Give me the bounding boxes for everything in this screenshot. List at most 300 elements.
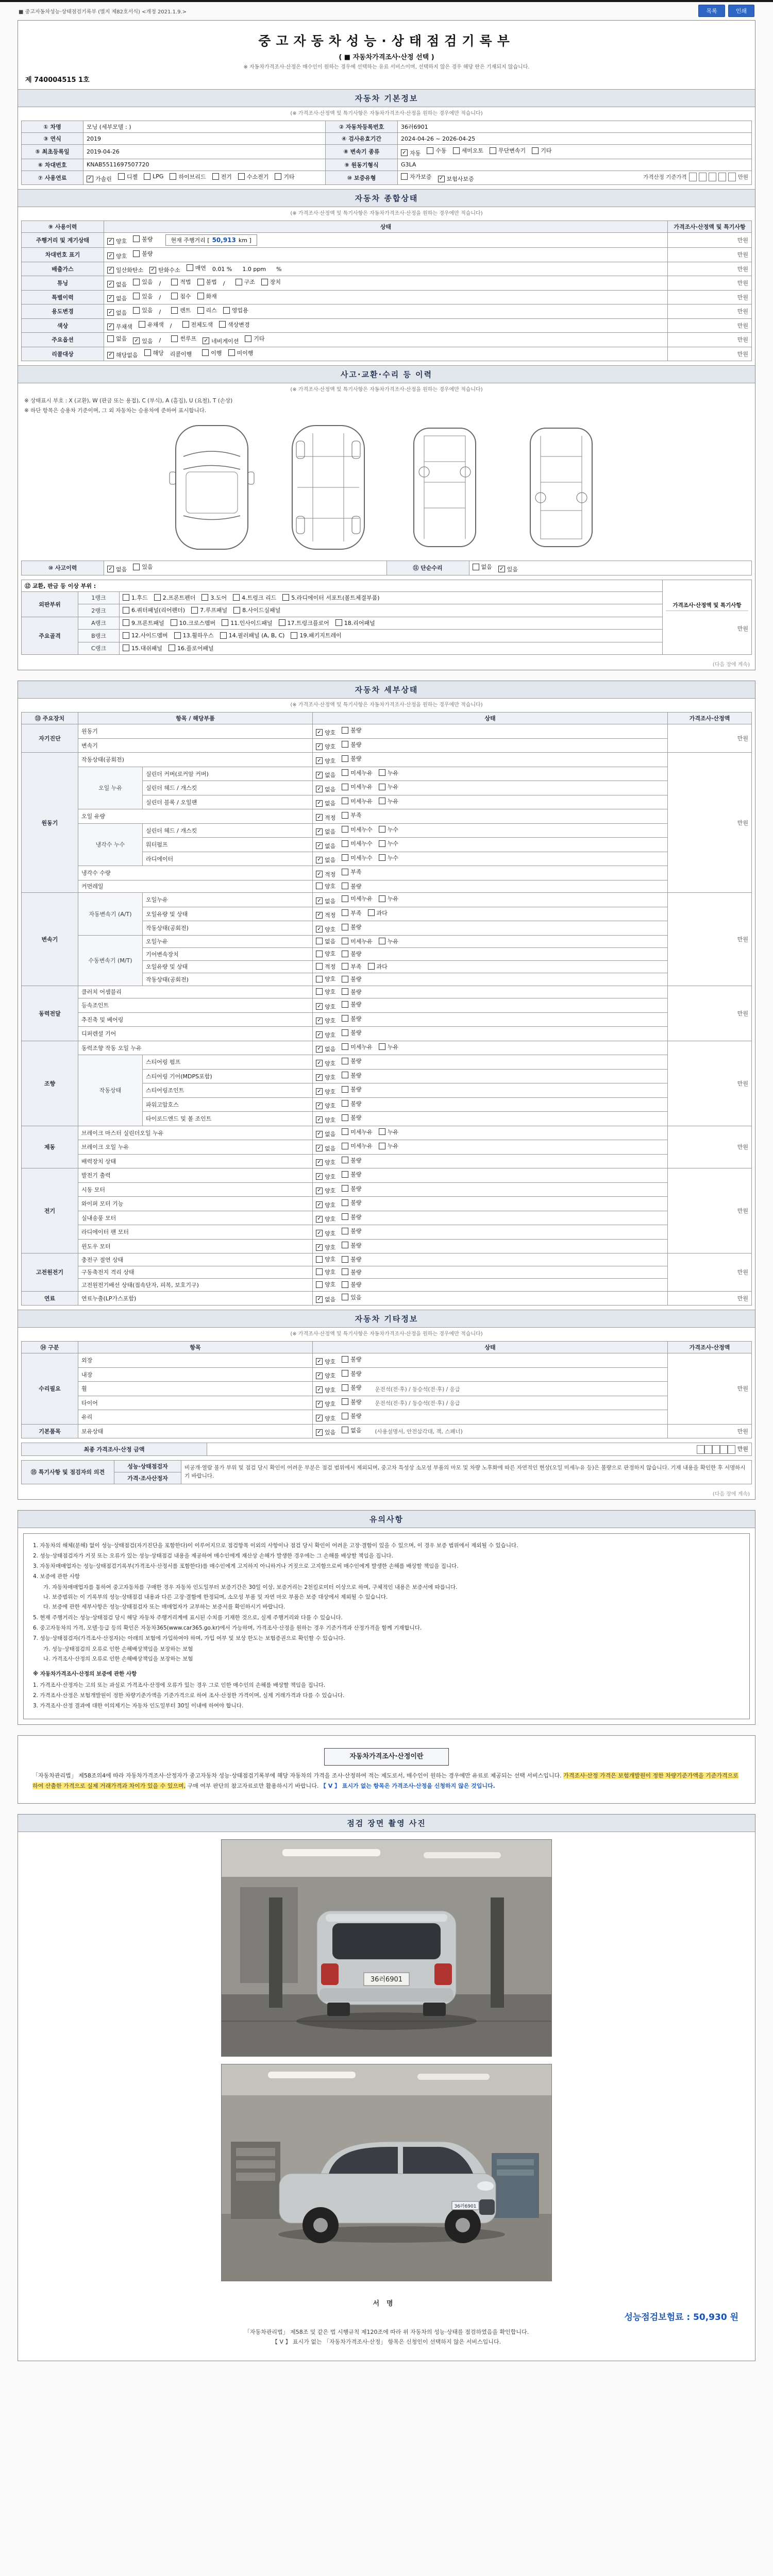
checkbox[interactable] xyxy=(202,349,222,357)
checkbox[interactable] xyxy=(316,975,335,983)
checkbox[interactable] xyxy=(107,252,127,260)
checkbox[interactable] xyxy=(316,1187,335,1195)
checkbox-box xyxy=(133,250,140,257)
checkbox[interactable] xyxy=(316,1031,335,1039)
checkbox[interactable] xyxy=(316,1016,335,1025)
checkbox[interactable] xyxy=(342,1014,361,1023)
basic-info-table xyxy=(21,121,752,185)
checkbox[interactable] xyxy=(154,594,196,602)
opinion-inspector-text: 비공개·열람 불가 부위 및 점검 당시 확인이 어려운 부분은 점검 범위에서 제외되며, 중고차 특성상 소모성 부품의 마모 및 차량 노후화에 따른 자연적인 현상(오일 미세누유 등)은 불량으로 판정하지 않습니다. 기재 내용을 확인한 후 서명하시기 바랍니다. xyxy=(181,1460,752,1484)
cell-price: 만원 xyxy=(668,724,752,753)
checkbox[interactable] xyxy=(275,173,294,181)
checkbox[interactable] xyxy=(191,606,227,614)
checkbox-box xyxy=(279,619,285,626)
checkbox[interactable] xyxy=(342,1412,361,1420)
checkbox[interactable] xyxy=(379,783,398,791)
checkbox[interactable] xyxy=(379,854,398,862)
checkbox-box xyxy=(202,349,209,356)
checkbox-box xyxy=(379,840,385,847)
item-state xyxy=(313,767,668,781)
checkbox[interactable] xyxy=(342,1071,361,1079)
section-title-notice: 유의사항 xyxy=(18,1511,755,1528)
checkbox-box: ✓ xyxy=(133,337,140,344)
checkbox[interactable] xyxy=(342,1280,361,1289)
checkbox-label: 없음 xyxy=(116,309,127,316)
part-options xyxy=(120,642,663,655)
checkbox[interactable] xyxy=(133,337,153,345)
checkbox[interactable] xyxy=(342,894,373,903)
checkbox-label: 보험사보증 xyxy=(446,176,474,182)
checkbox[interactable] xyxy=(427,146,446,155)
checkbox[interactable] xyxy=(316,1088,335,1096)
checkbox[interactable] xyxy=(342,950,361,958)
checkbox[interactable] xyxy=(316,1371,335,1380)
checkbox-label: 없음 xyxy=(325,800,336,807)
checkbox[interactable] xyxy=(473,563,492,571)
checkbox[interactable] xyxy=(223,306,248,314)
item-label: 라디에이터 팬 모터 xyxy=(78,1225,313,1240)
checkbox-label: 불량 xyxy=(350,1100,362,1107)
checkbox-label: 자동 xyxy=(410,149,421,157)
checkbox[interactable] xyxy=(342,1255,361,1263)
cell-state xyxy=(104,290,668,304)
checkbox[interactable] xyxy=(342,825,373,834)
checkbox[interactable] xyxy=(342,726,361,734)
checkbox[interactable] xyxy=(316,799,335,807)
checkbox[interactable] xyxy=(316,950,335,958)
checkbox-box: ✓ xyxy=(316,772,323,778)
meter-label: 현재 주행거리 [ xyxy=(171,237,210,244)
checkbox[interactable] xyxy=(220,631,285,639)
checkbox[interactable] xyxy=(401,173,432,181)
checkbox[interactable] xyxy=(245,334,264,343)
checkbox[interactable] xyxy=(149,266,180,274)
section-title-detail: 자동차 세부상태 xyxy=(18,681,755,699)
checkbox[interactable] xyxy=(316,1255,335,1263)
checkbox-label: 없음 xyxy=(325,1046,336,1053)
checkbox-label: 있음 xyxy=(142,307,153,314)
checkbox[interactable] xyxy=(316,1201,335,1209)
checkbox-box xyxy=(342,854,348,861)
checkbox[interactable] xyxy=(279,619,329,627)
checkbox[interactable] xyxy=(379,894,398,903)
checkbox[interactable] xyxy=(316,728,335,737)
checkbox-label: 미세누유 xyxy=(350,784,373,790)
checkbox[interactable] xyxy=(316,1116,335,1124)
meter-value: 50,913 xyxy=(212,236,236,244)
item-label: 구동축전지 격리 상태 xyxy=(78,1266,313,1279)
checkbox[interactable] xyxy=(316,1101,335,1110)
checkbox[interactable] xyxy=(532,146,551,155)
checkbox[interactable] xyxy=(342,923,361,931)
item-state xyxy=(313,1097,668,1112)
checkbox-box xyxy=(453,147,460,154)
checkbox[interactable] xyxy=(342,769,373,777)
checkbox[interactable] xyxy=(201,594,227,602)
checkbox[interactable] xyxy=(316,1003,335,1011)
checkbox[interactable] xyxy=(342,1085,361,1093)
checkbox[interactable] xyxy=(316,1229,335,1238)
checkbox-box: ✓ xyxy=(316,1060,323,1066)
checkbox-box xyxy=(316,951,323,957)
checkbox[interactable] xyxy=(379,769,398,777)
checkbox[interactable] xyxy=(107,309,127,317)
checkbox[interactable] xyxy=(316,1173,335,1181)
checkbox[interactable] xyxy=(316,1130,335,1138)
checkbox[interactable] xyxy=(203,337,239,345)
checkbox[interactable] xyxy=(342,1113,361,1122)
checkbox[interactable] xyxy=(342,1227,361,1235)
cell-state xyxy=(104,318,668,333)
checkbox-box: ✓ xyxy=(316,1230,323,1236)
document-number: 제 740004515 1호 xyxy=(25,76,90,84)
checkbox[interactable] xyxy=(498,565,518,573)
final-price-table xyxy=(21,1443,752,1456)
checkbox[interactable] xyxy=(133,306,153,314)
checkbox[interactable] xyxy=(342,797,373,805)
checkbox-box: ✓ xyxy=(316,786,323,792)
checkbox[interactable] xyxy=(401,149,421,157)
checkbox-label: LPG xyxy=(153,173,164,180)
checkbox[interactable] xyxy=(228,349,254,357)
checkbox[interactable] xyxy=(342,1426,361,1434)
checkbox[interactable] xyxy=(133,278,153,286)
checkbox[interactable] xyxy=(171,334,196,343)
checkbox-label: 불량 xyxy=(350,1413,362,1419)
checkbox-label: 수소전기 xyxy=(246,173,269,180)
checkbox[interactable] xyxy=(316,911,335,919)
checkbox[interactable] xyxy=(238,173,269,181)
item-label: 충전구 절연 상태 xyxy=(78,1253,313,1266)
checkbox[interactable] xyxy=(316,1158,335,1166)
checkbox[interactable] xyxy=(107,334,127,343)
checkbox[interactable] xyxy=(107,323,132,331)
checkbox-label: 불량 xyxy=(350,924,362,930)
checkbox[interactable] xyxy=(342,1000,361,1008)
checkbox-box xyxy=(342,784,348,790)
checkbox[interactable] xyxy=(169,644,214,652)
group-name: 기본품목 xyxy=(22,1424,78,1438)
checkbox-box: ✓ xyxy=(316,857,323,863)
checkbox[interactable] xyxy=(316,827,335,836)
checkbox[interactable] xyxy=(316,757,335,765)
checkbox[interactable] xyxy=(316,1358,335,1366)
checkbox[interactable] xyxy=(171,619,216,627)
checkbox[interactable] xyxy=(316,937,335,945)
checkbox-box: ✓ xyxy=(107,295,114,302)
section-title-overall: 자동차 종합상태 xyxy=(18,189,755,207)
checkbox[interactable] xyxy=(174,631,214,639)
checkbox-label: 디젤 xyxy=(126,173,138,180)
final-price-value xyxy=(207,1443,752,1456)
checkbox[interactable] xyxy=(187,264,206,272)
checkbox[interactable] xyxy=(438,175,474,183)
cell-label: ⑩ 사고이력 xyxy=(22,561,104,575)
checkbox-label: 14.필러패널 (A, B, C) xyxy=(228,632,285,639)
final-price-label: 최종 가격조사·산정 금액 xyxy=(22,1443,207,1456)
item-state xyxy=(313,1012,668,1027)
checkbox[interactable] xyxy=(342,1099,361,1108)
cell-value xyxy=(398,133,752,145)
checkbox[interactable] xyxy=(171,306,191,314)
checkbox-box xyxy=(379,784,385,790)
checkbox-label: 11.인사이드패널 xyxy=(230,619,273,626)
checkbox[interactable] xyxy=(144,173,163,180)
checkbox[interactable] xyxy=(368,962,388,971)
checkbox[interactable] xyxy=(342,754,361,762)
checkbox[interactable] xyxy=(316,1268,335,1276)
item-label: 스티어링 펌프 xyxy=(143,1055,313,1070)
checkbox[interactable] xyxy=(342,1156,361,1164)
checkbox[interactable] xyxy=(316,785,335,793)
checkbox[interactable] xyxy=(107,237,127,245)
checkbox[interactable] xyxy=(316,842,335,850)
checkbox[interactable] xyxy=(236,278,255,286)
checkbox[interactable] xyxy=(107,294,127,302)
cell-label: 주요옵션 xyxy=(22,333,104,347)
checkbox-box: ✓ xyxy=(316,1103,323,1109)
checkbox[interactable] xyxy=(316,962,335,971)
checkbox[interactable] xyxy=(342,962,361,971)
checkbox[interactable] xyxy=(316,897,335,905)
cell-label: 주행거리 및 계기상태 xyxy=(22,233,104,248)
checkbox-box xyxy=(133,293,140,299)
checkbox[interactable] xyxy=(490,146,526,155)
checkbox[interactable] xyxy=(316,1144,335,1153)
item-label: 작동상태(공회전) xyxy=(143,973,313,986)
checkbox[interactable] xyxy=(316,1414,335,1422)
item-label: 라디에이터 xyxy=(143,852,313,866)
checkbox[interactable] xyxy=(342,1213,361,1221)
checkbox-box: ✓ xyxy=(316,1003,323,1010)
checkbox[interactable] xyxy=(379,1142,398,1150)
checkbox[interactable] xyxy=(133,563,153,571)
checkbox-label: 매연 xyxy=(195,264,206,272)
checkbox[interactable] xyxy=(316,1280,335,1289)
checkbox-box xyxy=(275,173,281,180)
checkbox[interactable] xyxy=(342,1170,361,1178)
checkbox-label: 해당 xyxy=(153,349,164,357)
checkbox[interactable] xyxy=(197,278,217,286)
item-state xyxy=(313,1266,668,1279)
checkbox[interactable] xyxy=(197,292,217,300)
notice-item: 5. 현재 주행거리는 성능·상태점검 당시 해당 자동차 주행거리계에 표시된 수치를 기재한 것으로, 실제 주행거리와 다를 수 있습니다. xyxy=(33,1614,343,1621)
cell-price: 만원 xyxy=(668,333,752,347)
checkbox[interactable] xyxy=(453,146,484,155)
checkbox[interactable] xyxy=(133,235,153,243)
item-state xyxy=(313,935,668,948)
checkbox[interactable] xyxy=(316,988,335,996)
checkbox[interactable] xyxy=(342,1028,361,1037)
checkbox[interactable] xyxy=(342,1043,373,1051)
checkbox[interactable] xyxy=(316,742,335,751)
inspection-fee xyxy=(35,2310,738,2323)
checkbox[interactable] xyxy=(291,631,341,639)
checkbox-box: ✓ xyxy=(316,842,323,849)
definition-highlight: 가격조사·산정 가격은 보험개발원이 정한 차량기준가액을 기준가격으로 하여 산출한 가격으로 실제 거래가격과 차이가 있을 수 있으며, xyxy=(32,1772,738,1789)
checkbox-label: 불량 xyxy=(350,1356,362,1363)
checkbox-box xyxy=(342,909,348,916)
checkbox[interactable] xyxy=(107,266,143,274)
checkbox[interactable] xyxy=(342,1268,361,1276)
checkbox[interactable] xyxy=(342,868,361,876)
checkbox[interactable] xyxy=(316,1059,335,1067)
accident-legend-2: ※ 하단 항목은 승용차 기준이며, 그 외 자동차는 승용차에 준하여 표시합니다. xyxy=(24,408,207,414)
checkbox[interactable] xyxy=(342,1355,361,1363)
checkbox[interactable] xyxy=(379,797,398,805)
checkbox-label: 부족 xyxy=(350,909,362,917)
checkbox[interactable] xyxy=(342,975,361,983)
checkbox-box xyxy=(222,619,228,626)
checkbox[interactable] xyxy=(342,882,361,890)
checkbox[interactable] xyxy=(107,351,138,359)
checkbox[interactable] xyxy=(118,173,138,181)
checkbox[interactable] xyxy=(342,1057,361,1065)
checkbox[interactable] xyxy=(123,644,162,652)
checkbox-label: 영업용 xyxy=(231,307,248,314)
section-note-overall: (※ 가격조사·산정액 및 특기사항은 자동차가격조사·산정을 원하는 경우에만 적습니다) xyxy=(290,211,483,216)
checkbox[interactable] xyxy=(316,882,335,890)
checkbox-box xyxy=(316,1256,323,1263)
checkbox[interactable] xyxy=(342,1198,361,1207)
item-label: 작동상태(공회전) xyxy=(78,753,313,767)
checkbox[interactable] xyxy=(316,1400,335,1408)
value-text: 2024-04-26 ~ 2026-04-25 xyxy=(401,135,476,142)
checkbox[interactable] xyxy=(342,839,373,848)
checkbox[interactable] xyxy=(197,306,217,314)
checkbox[interactable] xyxy=(123,619,164,627)
item-state xyxy=(313,960,668,973)
checkbox-box: ✓ xyxy=(316,1131,323,1138)
checkbox[interactable] xyxy=(316,1045,335,1053)
checkbox-box: ✓ xyxy=(316,757,323,764)
col-header-system: ⑬ 주요장치 xyxy=(22,713,78,724)
checkbox[interactable] xyxy=(123,594,148,602)
checkbox-label: 가솔린 xyxy=(95,176,112,182)
checkbox[interactable] xyxy=(316,1386,335,1394)
cell-value xyxy=(83,133,326,145)
checkbox-box xyxy=(342,1413,348,1419)
checkbox[interactable] xyxy=(342,1128,373,1136)
checkbox[interactable] xyxy=(342,740,361,749)
checkbox[interactable] xyxy=(144,349,164,357)
checkbox[interactable] xyxy=(379,937,398,945)
checkbox-box: ✓ xyxy=(316,1201,323,1208)
checkbox[interactable] xyxy=(87,175,112,183)
cell-state xyxy=(104,276,668,291)
checkbox[interactable] xyxy=(379,1128,398,1136)
checkbox[interactable] xyxy=(123,631,168,639)
checkbox[interactable] xyxy=(133,249,153,258)
checkbox[interactable] xyxy=(316,771,335,779)
checkbox-box xyxy=(342,1058,348,1064)
checkbox[interactable] xyxy=(171,292,191,300)
base-price-unit: 만원 xyxy=(737,174,748,180)
checkbox[interactable] xyxy=(342,854,373,862)
checkbox[interactable] xyxy=(342,811,361,819)
checkbox[interactable] xyxy=(342,1142,373,1150)
col-header-usage: ⑨ 사용이력 xyxy=(22,221,104,233)
form-reference: ■ 중고자동차성능·상태점검기록부 (별지 제82호서식) <개정 2021.1.9.> xyxy=(19,9,187,15)
checkbox-label: 양호 xyxy=(325,1003,336,1010)
final-price-unit: 만원 xyxy=(737,1446,748,1452)
checkbox-box xyxy=(171,619,177,626)
checkbox[interactable] xyxy=(342,937,373,945)
checkbox[interactable] xyxy=(282,594,379,602)
checkbox[interactable] xyxy=(342,1398,361,1406)
checkbox[interactable] xyxy=(123,606,185,614)
checkbox[interactable] xyxy=(171,278,191,286)
checkbox-label: 16.플로어패널 xyxy=(177,645,214,652)
toolbar-button[interactable]: 목록 xyxy=(698,5,725,17)
checkbox[interactable] xyxy=(261,278,281,286)
checkbox[interactable] xyxy=(316,870,335,878)
section-title-basic: 자동차 기본정보 xyxy=(18,89,755,107)
checkbox[interactable] xyxy=(182,320,213,329)
checkbox[interactable] xyxy=(233,606,280,614)
checkbox[interactable] xyxy=(335,619,375,627)
checkbox-label: 양호 xyxy=(325,1188,336,1194)
checkbox[interactable] xyxy=(133,292,153,300)
checkbox[interactable] xyxy=(107,565,127,573)
toolbar-button[interactable]: 인쇄 xyxy=(728,5,754,17)
checkbox[interactable] xyxy=(342,1383,361,1392)
checkbox[interactable] xyxy=(342,1241,361,1249)
checkbox[interactable] xyxy=(219,320,250,329)
checkbox[interactable] xyxy=(342,783,373,791)
checkbox[interactable] xyxy=(316,1295,335,1303)
checkbox[interactable] xyxy=(316,856,335,864)
checkbox[interactable] xyxy=(316,1243,335,1251)
checkbox[interactable] xyxy=(316,1428,335,1436)
checkbox-box xyxy=(316,988,323,995)
checkbox-label: 있음 xyxy=(142,279,153,285)
checkbox[interactable] xyxy=(342,988,361,996)
checkbox[interactable] xyxy=(379,1043,398,1051)
checkbox[interactable] xyxy=(316,814,335,822)
checkbox-box xyxy=(342,1199,348,1206)
checkbox[interactable] xyxy=(379,839,398,848)
checkbox[interactable] xyxy=(342,909,361,917)
checkbox[interactable] xyxy=(342,1369,361,1378)
checkbox-box xyxy=(187,264,193,271)
checkbox[interactable] xyxy=(379,825,398,834)
checkbox[interactable] xyxy=(342,1184,361,1193)
overall-condition-table xyxy=(21,221,752,361)
checkbox[interactable] xyxy=(212,173,232,181)
checkbox[interactable] xyxy=(316,1215,335,1223)
item-state xyxy=(313,781,668,795)
col-header-etc-item: 항목 xyxy=(78,1342,313,1353)
checkbox[interactable] xyxy=(170,173,206,181)
checkbox-label: 양호 xyxy=(325,1256,336,1263)
checkbox[interactable] xyxy=(139,320,164,329)
checkbox-box: ✓ xyxy=(316,1401,323,1408)
cell-price: 만원 xyxy=(668,304,752,319)
checkbox-label: 적정 xyxy=(325,814,336,821)
checkbox[interactable] xyxy=(316,1073,335,1081)
detail-condition-table xyxy=(21,712,752,1306)
checkbox-label: 4.트렁크 리드 xyxy=(242,594,277,601)
checkbox-box xyxy=(107,335,114,342)
checkbox[interactable] xyxy=(107,280,127,289)
checkbox[interactable] xyxy=(316,925,335,934)
checkbox[interactable] xyxy=(368,909,388,917)
checkbox[interactable] xyxy=(233,594,276,602)
checkbox[interactable] xyxy=(222,619,272,627)
checkbox[interactable] xyxy=(342,1293,361,1301)
checkbox-label: 없음 xyxy=(325,938,336,945)
